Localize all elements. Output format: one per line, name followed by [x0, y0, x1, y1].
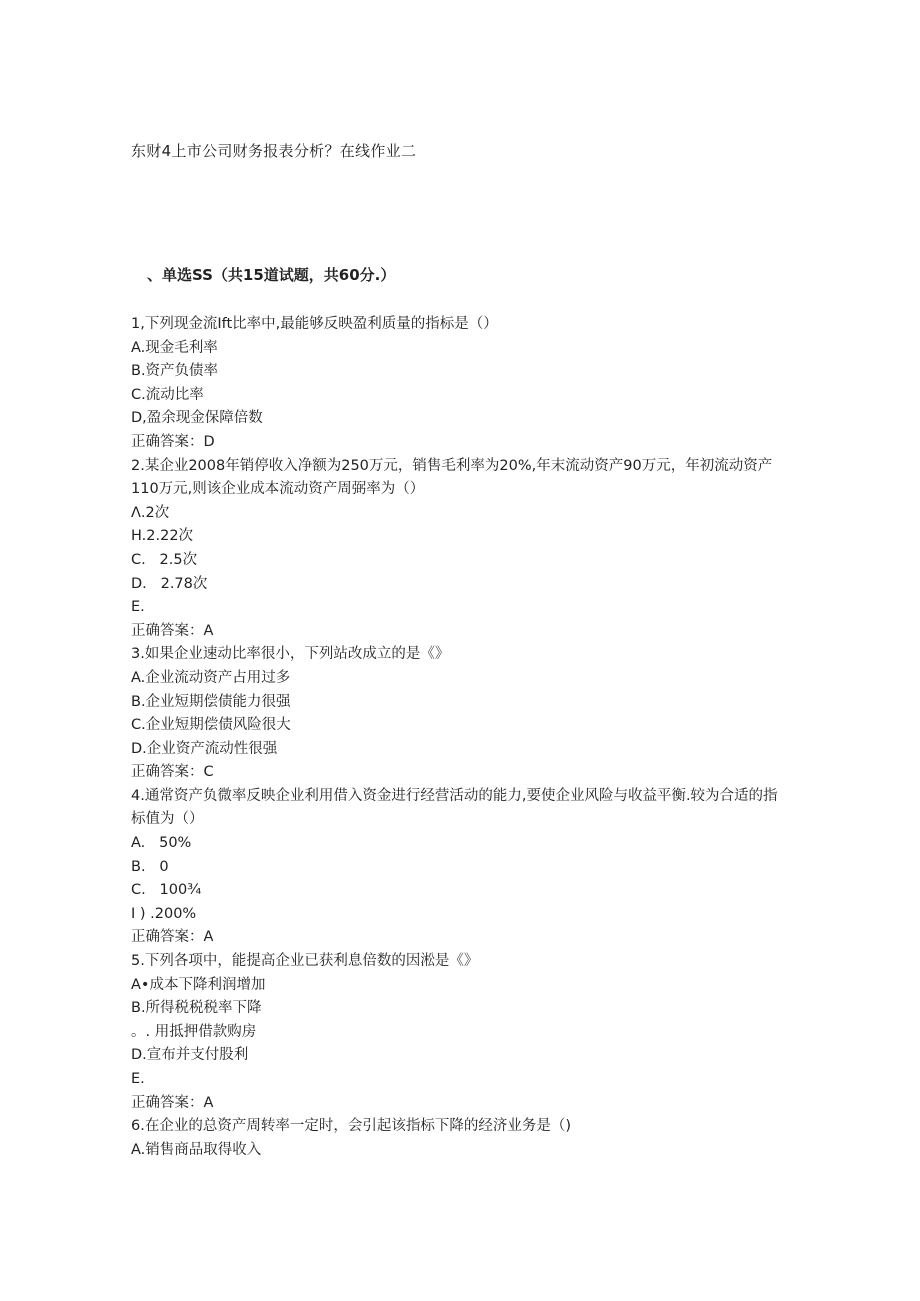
option: H.2.22次 [131, 528, 194, 545]
option: 。. 用抵押借款购房 [131, 1023, 257, 1040]
option: D,盈余现金保障倍数 [131, 410, 263, 427]
option: Λ.2次 [131, 504, 170, 521]
question-stem: 3.如果企业速动比率很小，下列站改成立的是《》 [131, 646, 450, 663]
option: A. 50% [131, 835, 192, 852]
document-title: 东财4上市公司财务报表分析？在线作业二 [131, 142, 417, 160]
option: C. 2.5次 [131, 551, 198, 568]
option: A.企业流动资产占用过多 [131, 669, 291, 686]
option: E. [131, 599, 145, 616]
option: B. 0 [131, 858, 169, 875]
option: D. 2.78次 [131, 575, 208, 592]
option: D.企业资产流动性很强 [131, 740, 278, 757]
question-stem: 6.在企业的总资产周转率一定时，会引起该指标下降的经济业务是（) [131, 1118, 571, 1135]
question-stem: 5.下列各项中，能提高企业已获利息倍数的因淞是《》 [131, 953, 479, 970]
section-heading: 、单选SS（共15道试题，共60分.） [147, 266, 396, 284]
option: E. [131, 1071, 145, 1087]
question-list [131, 313, 791, 1162]
answer: 正确答案：A [131, 1094, 214, 1111]
answer: 正确答案：C [131, 764, 214, 781]
option: C.企业短期偿债风险很大 [131, 717, 291, 734]
option: I ) .200% [131, 905, 197, 922]
option: B.资产负债率 [131, 363, 219, 380]
option: A.销售商品取得收入 [131, 1141, 262, 1158]
option: C.流动比率 [131, 386, 204, 403]
answer: 正确答案：A [131, 929, 214, 946]
option: A•成本下降利润增加 [131, 976, 266, 993]
answer: 正确答案：D [131, 433, 215, 450]
option: B.企业短期偿债能力很强 [131, 693, 291, 710]
question-stem: 4.通常资产负微率反映企业利用借入资金进行经营活动的能力,要使企业风险与收益平衡.较为合适的指标值为（） [131, 787, 778, 828]
option: D.宣布并支付股利 [131, 1047, 249, 1064]
question-stem: 2.某企业2008年销停收入净额为250万元，销售毛利率为20%,年末流动资产90万元，年初流动资产110万元,则该企业成本流动资产周弼率为（） [131, 457, 773, 498]
answer: 正确答案：A [131, 622, 214, 639]
option: B.所得税税税率下降 [131, 1000, 262, 1017]
option: C. 100¾ [131, 882, 202, 899]
option: A.现金毛利率 [131, 339, 218, 356]
question-stem: 1,下列现金流Ift比率中,最能够反映盈利质量的指标是（） [131, 316, 498, 332]
